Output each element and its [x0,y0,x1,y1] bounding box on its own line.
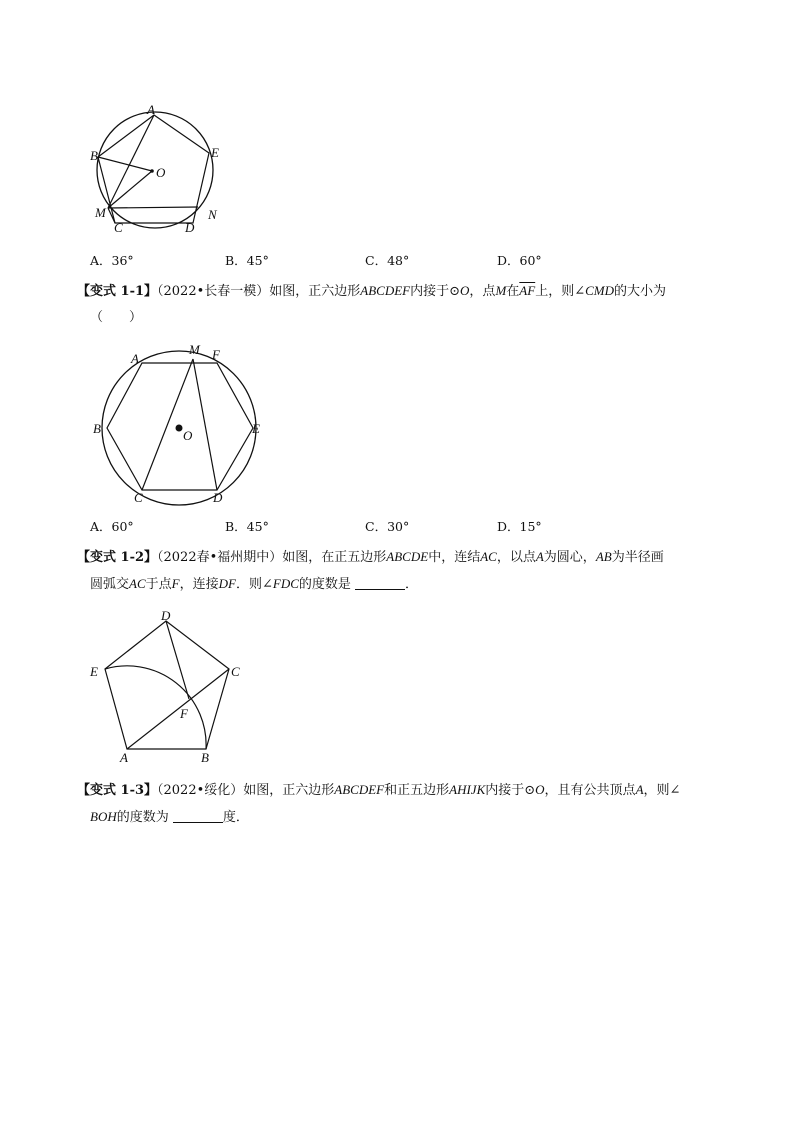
label-f: F [180,706,188,721]
problem-1-2-line2: 圆弧交AC于点F，连接DF．则∠FDC的度数是 ． [90,576,419,592]
label-e: E [252,421,260,436]
option-c[interactable]: C．48° [365,253,410,268]
arc-eb [105,666,206,749]
label-d: D [161,608,171,623]
center-o [176,425,183,432]
option-b[interactable]: B．45° [225,519,269,534]
problem-tag: 【变式 1-2】 [77,550,158,565]
segment-df [166,621,189,699]
label-e: E [90,664,98,679]
problem-1-3-line2: BOH的度数为 度． [90,809,249,825]
label-f: F [212,347,220,362]
label-c: C [114,220,123,235]
option-d[interactable]: D．15° [497,519,542,534]
segment-mn [108,207,198,208]
answer-blank[interactable] [355,575,405,590]
label-o: O [156,165,166,180]
option-a[interactable]: A．60° [90,519,134,534]
problem-1-3 [77,777,727,831]
problem-1-1-line1: 【变式 1-1】（2022•长春一模）如图，正六边形ABCDEF内接于⊙O，点M在$\overline{AF}$上，则∠CMD的大小为 [77,283,666,299]
problem-source: （2022•绥化） [157,783,244,798]
label-b: B [90,148,98,163]
problem-1-3-line1: 【变式 1-3】（2022•绥化）如图，正六边形ABCDEF和正五边形AHIJK内接于⊙O，且有公共顶点A，则∠ [77,782,681,798]
label-e: E [211,145,219,160]
pentagon-circle-figure [80,95,240,240]
problem-1-1 [77,278,727,331]
problem-1-2 [77,544,727,598]
segment-ac [127,669,229,749]
problem-tag: 【变式 1-3】 [77,783,158,798]
label-c: C [134,490,143,505]
pentagon-abcde [105,621,229,749]
label-b: B [93,421,101,436]
problem-tag: 【变式 1-1】 [77,284,158,299]
problem-1-2-line1: 【变式 1-2】（2022春•福州期中）如图，在正五边形ABCDE中，连结AC，以点A为圆心，AB为半径画 [77,549,664,565]
label-b: B [201,750,209,765]
label-m: M [189,342,200,357]
label-n: N [208,207,217,222]
option-c[interactable]: C．30° [365,519,410,534]
label-a: A [131,351,139,366]
label-d: D [185,220,195,235]
label-a: A [147,102,155,117]
label-d: D [213,490,223,505]
problem-source: （2022春•福州期中） [157,550,283,565]
label-a: A [120,750,128,765]
problem-1-1-line2 [77,305,727,331]
segment-mc [142,359,193,490]
pentagon-arc-figure [85,608,255,768]
option-b[interactable]: B．45° [225,253,269,268]
label-c: C [231,664,240,679]
answer-blank[interactable] [173,808,223,823]
label-m: M [95,205,106,220]
problem-source: （2022•长春一模） [157,284,270,299]
label-o: O [183,428,193,443]
segment-mo [108,171,152,208]
answer-paren: （ ） [90,310,143,325]
option-d[interactable]: D．60° [497,253,542,268]
option-a[interactable]: A．36° [90,253,134,268]
hexagon-circle-figure [85,338,275,510]
segment-md [193,359,217,490]
segment-bo [98,157,152,171]
